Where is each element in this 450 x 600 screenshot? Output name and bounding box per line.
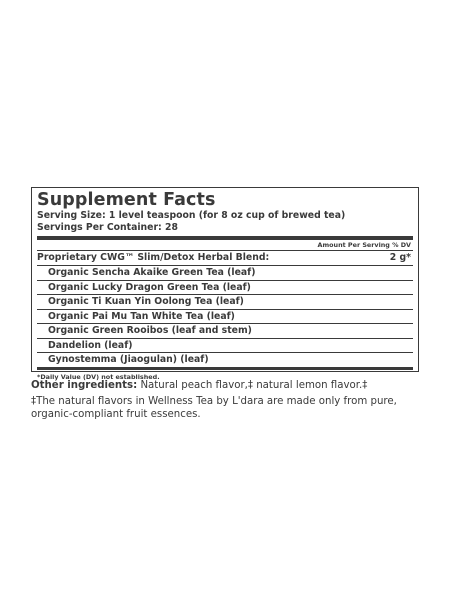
supplement-facts-panel [31,187,419,381]
blend-name: Proprietary CWG™ Slim/Detox Herbal Blend: [37,252,270,264]
ingredient-row [37,310,413,325]
ingredient-name: Organic Green Rooibos (leaf and stem) [48,325,252,336]
blend-amount: 2 g* [389,252,411,264]
ingredient-row [37,339,413,354]
ingredient-row [37,266,413,281]
panel-title: Supplement Facts [37,190,216,210]
ingredient-name: Dandelion (leaf) [48,339,133,351]
serving-size: Serving Size: 1 level teaspoon (for 8 oz cup of brewed tea) [37,210,346,221]
ingredient-row [37,353,413,367]
ingredient-row [37,281,413,296]
other-ingredients-text: Natural peach flavor,‡ natural lemon flavor.‡ [137,380,368,391]
ingredient-name: Organic Lucky Dragon Green Tea (leaf) [48,281,251,293]
ingredient-name: Organic Sencha Akaike Green Tea (leaf) [48,267,256,278]
other-ingredients [31,379,426,392]
ingredient-name: Organic Ti Kuan Yin Oolong Tea (leaf) [48,296,244,307]
blend-row [37,251,413,266]
servings-per-container: Servings Per Container: 28 [37,222,178,233]
ingredient-row [37,295,413,310]
daily-value-note: *Daily Value (DV) not established. [37,372,160,381]
ingredient-name: Organic Pai Mu Tan White Tea (leaf) [48,310,235,322]
amount-per-serving-header: Amount Per Serving % DV [37,240,413,251]
other-ingredients-label: Other ingredients: [31,380,138,391]
ingredient-row [37,324,413,339]
natural-flavors-footnote: ‡The natural flavors in Wellness Tea by L'dara are made only from pure, organic-compliant fruit essences. [31,396,397,420]
ingredient-name: Gynostemma (Jiaogulan) (leaf) [48,354,209,365]
